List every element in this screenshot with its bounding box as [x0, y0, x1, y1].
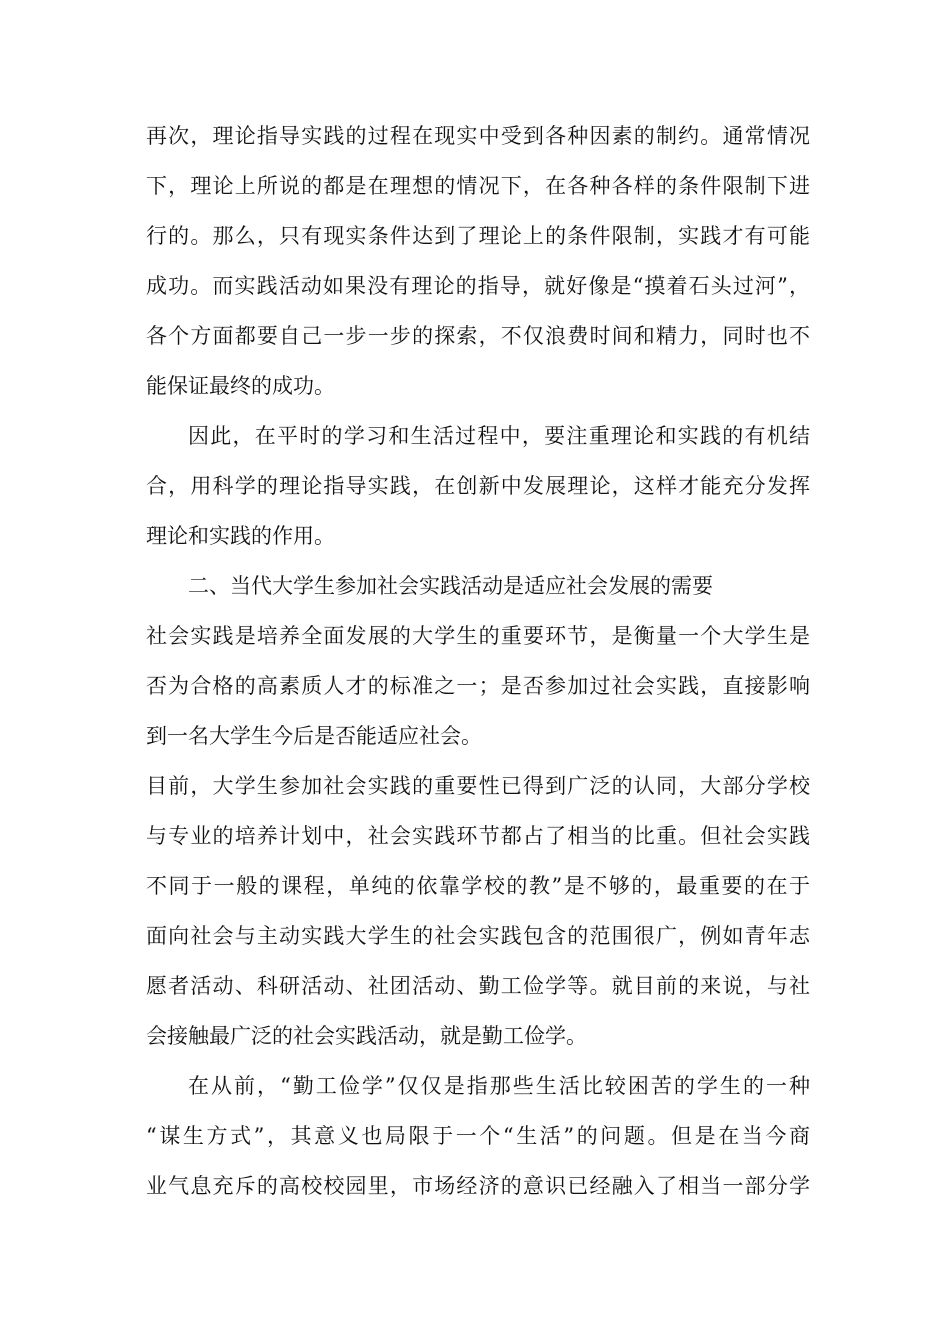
text-line: 再次，理论指导实践的过程在现实中受到各种因素的制约。通常情况 [146, 124, 810, 148]
text-line: 会接触最广泛的社会实践活动，就是勤工俭学。 [146, 1024, 587, 1048]
text-line: 愿者活动、科研活动、社团活动、勤工俭学等。就目前的来说，与社 [146, 974, 810, 998]
text-line: 能保证最终的成功。 [146, 374, 335, 398]
text-line: 不同于一般的课程，单纯的依靠学校的教”是不够的，最重要的在于 [146, 874, 810, 898]
text-line: 在从前，“勤工俭学”仅仅是指那些生活比较困苦的学生的一种 [188, 1074, 810, 1098]
text-line: “谋生方式”，其意义也局限于一个“生活”的问题。但是在当今商 [146, 1124, 810, 1148]
text-line: 因此，在平时的学习和生活过程中，要注重理论和实践的有机结 [188, 424, 810, 448]
text-line: 成功。而实践活动如果没有理论的指导，就好像是“摸着石头过河”， [146, 274, 810, 298]
text-line: 面向社会与主动实践大学生的社会实践包含的范围很广，例如青年志 [146, 924, 810, 948]
section-heading: 二、当代大学生参加社会实践活动是适应社会发展的需要 [188, 574, 713, 598]
text-line: 目前，大学生参加社会实践的重要性已得到广泛的认同，大部分学校 [146, 774, 810, 798]
text-line: 下，理论上所说的都是在理想的情况下，在各种各样的条件限制下进 [146, 174, 810, 198]
text-line: 行的。那么，只有现实条件达到了理论上的条件限制，实践才有可能 [146, 224, 810, 248]
text-line: 否为合格的高素质人才的标准之一；是否参加过社会实践，直接影响 [146, 674, 810, 698]
text-line: 理论和实践的作用。 [146, 524, 335, 548]
text-line: 与专业的培养计划中，社会实践环节都占了相当的比重。但社会实践 [146, 824, 810, 848]
text-line: 各个方面都要自己一步一步的探索，不仅浪费时间和精力，同时也不 [146, 324, 810, 348]
text-line: 社会实践是培养全面发展的大学生的重要环节，是衡量一个大学生是 [146, 624, 810, 648]
text-line: 合，用科学的理论指导实践，在创新中发展理论，这样才能充分发挥 [146, 474, 810, 498]
text-line: 到一名大学生今后是否能适应社会。 [146, 724, 482, 748]
text-line: 业气息充斥的高校校园里，市场经济的意识已经融入了相当一部分学 [146, 1174, 810, 1198]
